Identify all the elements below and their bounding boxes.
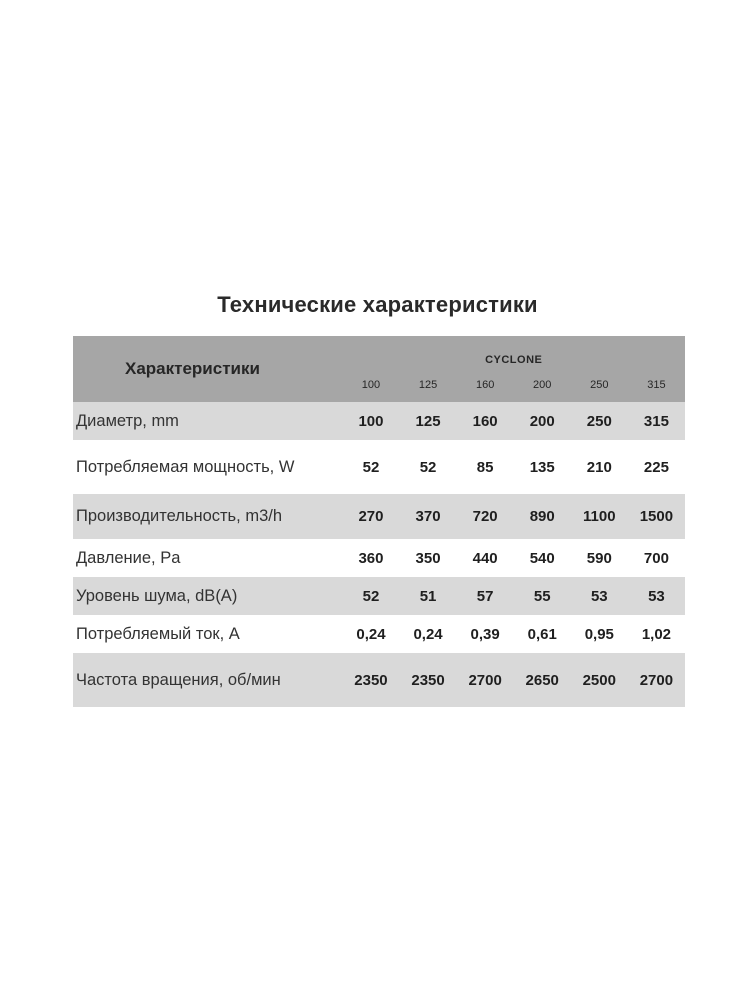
row-value: 52: [400, 440, 457, 494]
row-value: 270: [342, 494, 399, 539]
row-label: Уровень шума, dB(A): [73, 577, 342, 615]
header-model: 125: [400, 368, 457, 402]
row-value: 540: [514, 539, 571, 577]
page-title: Технические характеристики: [217, 292, 538, 317]
row-value: 2700: [628, 653, 685, 707]
table-row: [73, 402, 685, 440]
row-value: 53: [571, 577, 628, 615]
row-value: 225: [628, 440, 685, 494]
header-model: 100: [342, 368, 399, 402]
row-value: 1,02: [628, 615, 685, 653]
row-value: 1500: [628, 494, 685, 539]
row-value: 0,39: [457, 615, 514, 653]
row-value: 360: [342, 539, 399, 577]
row-label: Производительность, m3/h: [73, 494, 342, 539]
row-value: 0,95: [571, 615, 628, 653]
header-model: 160: [457, 368, 514, 402]
row-label: Частота вращения, об/мин: [73, 653, 342, 707]
header-characteristics: Характеристики: [73, 336, 342, 402]
row-value: 210: [571, 440, 628, 494]
row-value: 52: [342, 440, 399, 494]
row-value: 0,24: [342, 615, 399, 653]
row-value: 2700: [457, 653, 514, 707]
table-row: [73, 539, 685, 577]
row-value: 2350: [342, 653, 399, 707]
header-series-name: CYCLONE: [342, 336, 685, 368]
row-label: Потребляемый ток, A: [73, 615, 342, 653]
row-label: Потребляемая мощность, W: [73, 440, 342, 494]
row-value: 200: [514, 402, 571, 440]
row-value: 0,24: [400, 615, 457, 653]
specifications-table: [73, 336, 685, 707]
row-value: 2350: [400, 653, 457, 707]
row-label: Диаметр, mm: [73, 402, 342, 440]
row-value: 125: [400, 402, 457, 440]
row-value: 2500: [571, 653, 628, 707]
row-value: 51: [400, 577, 457, 615]
row-value: 160: [457, 402, 514, 440]
row-value: 0,61: [514, 615, 571, 653]
table-header-row: [73, 336, 685, 368]
header-model: 200: [514, 368, 571, 402]
row-value: 890: [514, 494, 571, 539]
row-value: 53: [628, 577, 685, 615]
row-value: 440: [457, 539, 514, 577]
row-value: 315: [628, 402, 685, 440]
row-value: 590: [571, 539, 628, 577]
row-value: 57: [457, 577, 514, 615]
row-value: 135: [514, 440, 571, 494]
row-label: Давление, Pa: [73, 539, 342, 577]
table-row: [73, 494, 685, 539]
table-row: [73, 615, 685, 653]
row-value: 55: [514, 577, 571, 615]
row-value: 52: [342, 577, 399, 615]
row-value: 85: [457, 440, 514, 494]
row-value: 720: [457, 494, 514, 539]
table-row: [73, 653, 685, 707]
row-value: 350: [400, 539, 457, 577]
row-value: 100: [342, 402, 399, 440]
row-value: 2650: [514, 653, 571, 707]
table-row: [73, 440, 685, 494]
row-value: 1100: [571, 494, 628, 539]
row-value: 700: [628, 539, 685, 577]
table-row: [73, 577, 685, 615]
row-value: 370: [400, 494, 457, 539]
header-model: 315: [628, 368, 685, 402]
header-model: 250: [571, 368, 628, 402]
row-value: 250: [571, 402, 628, 440]
